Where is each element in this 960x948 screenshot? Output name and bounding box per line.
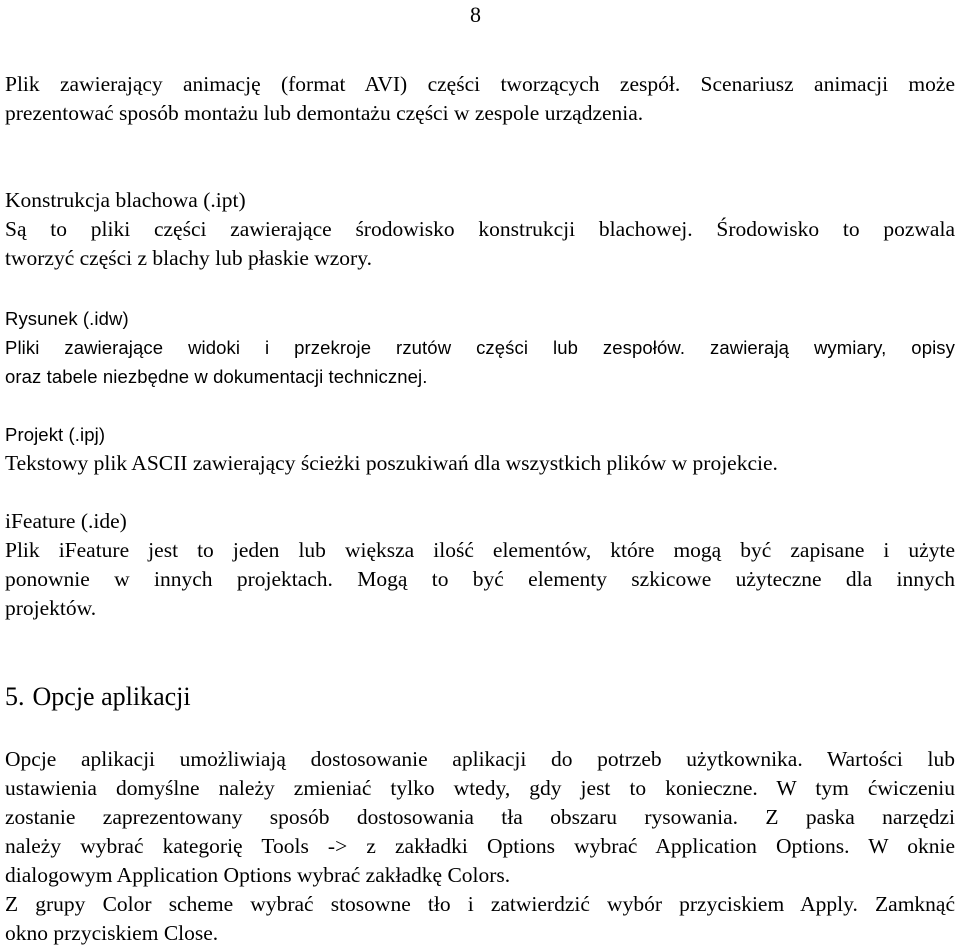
sheet-metal-section xyxy=(5,186,955,273)
drawing-section xyxy=(5,304,955,391)
text-line: tworzyć części z blachy lub płaskie wzory. xyxy=(5,246,372,270)
text-line: Plik iFeature jest to jeden lub większa ilość elementów, które mogą być zapisane i użyte xyxy=(5,538,955,562)
text-line: okno przyciskiem Close. xyxy=(5,921,219,945)
options-paragraph xyxy=(5,745,955,890)
color-scheme-paragraph xyxy=(5,890,955,948)
section-title: iFeature (.ide) xyxy=(5,509,127,533)
section-heading xyxy=(5,681,191,713)
text-line: Pliki zawierające widoki i przekroje rzutów części lub zespołów. zawierają wymiary, opisy xyxy=(5,337,955,358)
text-line: Opcje aplikacji umożliwiają dostosowanie aplikacji do potrzeb użytkownika. Wartości lub xyxy=(5,747,955,771)
text-line: należy wybrać kategorię Tools -> z zakładki Options wybrać Application Options. W oknie xyxy=(5,834,955,858)
text-line: prezentować sposób montażu lub demontażu części w zespole urządzenia. xyxy=(5,101,644,125)
section-title: Konstrukcja blachowa (.ipt) xyxy=(5,188,246,212)
text-line: zostanie zaprezentowany sposób dostosowania tła obszaru rysowania. Z paska narzędzi xyxy=(5,805,955,829)
text-line: Tekstowy plik ASCII zawierający ścieżki poszukiwań dla wszystkich plików w projekcie. xyxy=(5,451,778,475)
ifeature-section xyxy=(5,507,955,623)
project-section xyxy=(5,420,955,478)
text-line: ponownie w innych projektach. Mogą to być elementy szkicowe użyteczne dla innych xyxy=(5,567,955,591)
text-line: Są to pliki części zawierające środowisko konstrukcji blachowej. Środowisko to pozwala xyxy=(5,217,955,241)
text-line: Plik zawierający animację (format AVI) części tworzących zespół. Scenariusz animacji może xyxy=(5,72,955,96)
section-title: Rysunek (.idw) xyxy=(5,308,129,329)
text-line: Z grupy Color scheme wybrać stosowne tło i zatwierdzić wybór przyciskiem Apply. Zamknąć xyxy=(5,892,955,916)
text-line: projektów. xyxy=(5,596,97,620)
section-title: Projekt (.ipj) xyxy=(5,424,106,445)
section-number: 5. xyxy=(5,682,25,711)
avi-paragraph xyxy=(5,70,955,128)
section-title: Opcje aplikacji xyxy=(32,682,191,711)
page-number: 8 xyxy=(470,2,481,27)
text-line: ustawienia domyślne należy zmieniać tylko wtedy, gdy jest to konieczne. W tym ćwiczeniu xyxy=(5,776,955,800)
text-line: dialogowym Application Options wybrać zakładkę Colors. xyxy=(5,863,511,887)
text-line: oraz tabele niezbędne w dokumentacji technicznej. xyxy=(5,366,428,387)
